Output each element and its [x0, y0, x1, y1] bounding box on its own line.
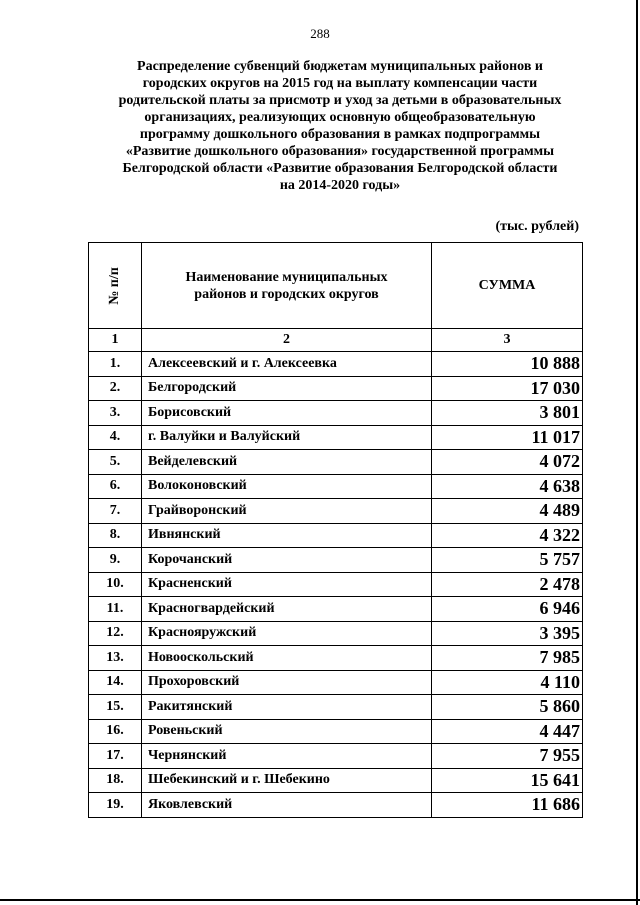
district-name: Вейделевский	[142, 450, 432, 475]
document-title	[80, 58, 600, 194]
row-number: 15.	[89, 695, 142, 720]
district-name: Корочанский	[142, 548, 432, 573]
header-name-line: Наименование муниципальных	[185, 269, 388, 285]
subvention-amount: 3 395	[432, 621, 583, 646]
title-line: организациях, реализующих основную общеобразовательную	[144, 110, 536, 125]
table-row	[89, 548, 583, 573]
subvention-amount: 15 641	[432, 768, 583, 793]
row-number: 2.	[89, 376, 142, 401]
table-row	[89, 621, 583, 646]
row-number: 13.	[89, 646, 142, 671]
column-index: 2	[142, 329, 432, 352]
subvention-amount: 10 888	[432, 352, 583, 377]
header-number	[89, 243, 142, 329]
table-row	[89, 474, 583, 499]
row-number: 19.	[89, 793, 142, 818]
subvention-amount: 11 017	[432, 425, 583, 450]
subvention-amount: 4 638	[432, 474, 583, 499]
header-number-label: № п/п	[107, 266, 122, 305]
table-row	[89, 425, 583, 450]
header-name	[142, 243, 432, 329]
subvention-amount: 17 030	[432, 376, 583, 401]
district-name: Волоконовский	[142, 474, 432, 499]
table-row	[89, 523, 583, 548]
row-number: 7.	[89, 499, 142, 524]
scan-edge-right	[636, 0, 638, 905]
district-name: Ракитянский	[142, 695, 432, 720]
column-index-row	[89, 329, 583, 352]
title-line: Распределение субвенций бюджетам муниципальных районов и	[137, 59, 543, 74]
units-label: (тыс. рублей)	[495, 219, 579, 234]
row-number: 3.	[89, 401, 142, 426]
row-number: 4.	[89, 425, 142, 450]
subvention-amount: 5 757	[432, 548, 583, 573]
table-row	[89, 450, 583, 475]
subvention-amount: 4 322	[432, 523, 583, 548]
subvention-amount: 2 478	[432, 572, 583, 597]
table-row	[89, 597, 583, 622]
row-number: 1.	[89, 352, 142, 377]
subvention-amount: 4 072	[432, 450, 583, 475]
title-line: городских округов на 2015 год на выплату компенсации части	[142, 76, 538, 91]
table-row	[89, 352, 583, 377]
table-row	[89, 572, 583, 597]
column-index: 1	[89, 329, 142, 352]
title-line: Белгородской области «Развитие образования Белгородской области	[122, 161, 558, 176]
table-row	[89, 670, 583, 695]
page-number: 288	[310, 26, 330, 41]
district-name: Грайворонский	[142, 499, 432, 524]
district-name: Алексеевский и г. Алексеевка	[142, 352, 432, 377]
row-number: 10.	[89, 572, 142, 597]
scan-edge-bottom	[0, 899, 640, 901]
subvention-table	[88, 242, 583, 818]
title-line: программу дошкольного образования в рамках подпрограммы	[139, 127, 541, 142]
subvention-amount: 4 110	[432, 670, 583, 695]
title-line: «Развитие дошкольного образования» государственной программы	[125, 144, 555, 159]
subvention-amount: 7 955	[432, 744, 583, 769]
district-name: Красненский	[142, 572, 432, 597]
table-row	[89, 376, 583, 401]
row-number: 11.	[89, 597, 142, 622]
subvention-amount: 4 489	[432, 499, 583, 524]
district-name: Новооскольский	[142, 646, 432, 671]
district-name: Прохоровский	[142, 670, 432, 695]
subvention-amount: 6 946	[432, 597, 583, 622]
district-name: Яковлевский	[142, 793, 432, 818]
row-number: 14.	[89, 670, 142, 695]
row-number: 18.	[89, 768, 142, 793]
row-number: 6.	[89, 474, 142, 499]
row-number: 17.	[89, 744, 142, 769]
district-name: г. Валуйки и Валуйский	[142, 425, 432, 450]
header-sum: СУММА	[432, 243, 583, 329]
row-number: 9.	[89, 548, 142, 573]
subvention-amount: 4 447	[432, 719, 583, 744]
table-row	[89, 499, 583, 524]
title-line: родительской платы за присмотр и уход за детьми в образовательных	[118, 93, 562, 108]
column-index: 3	[432, 329, 583, 352]
row-number: 12.	[89, 621, 142, 646]
district-name: Борисовский	[142, 401, 432, 426]
table-header-row	[89, 243, 583, 329]
row-number: 8.	[89, 523, 142, 548]
subvention-amount: 3 801	[432, 401, 583, 426]
district-name: Белгородский	[142, 376, 432, 401]
table-row	[89, 744, 583, 769]
row-number: 16.	[89, 719, 142, 744]
table-row	[89, 719, 583, 744]
title-line: на 2014-2020 годы»	[279, 178, 401, 193]
subvention-amount: 7 985	[432, 646, 583, 671]
district-name: Ивнянский	[142, 523, 432, 548]
table-row	[89, 401, 583, 426]
district-name: Шебекинский и г. Шебекино	[142, 768, 432, 793]
subvention-amount: 11 686	[432, 793, 583, 818]
district-name: Красногвардейский	[142, 597, 432, 622]
table-row	[89, 646, 583, 671]
table-row	[89, 695, 583, 720]
subvention-amount: 5 860	[432, 695, 583, 720]
district-name: Ровеньский	[142, 719, 432, 744]
table-row	[89, 793, 583, 818]
header-name-line: районов и городских округов	[194, 286, 379, 302]
district-name: Чернянский	[142, 744, 432, 769]
table-row	[89, 768, 583, 793]
district-name: Краснояружский	[142, 621, 432, 646]
row-number: 5.	[89, 450, 142, 475]
